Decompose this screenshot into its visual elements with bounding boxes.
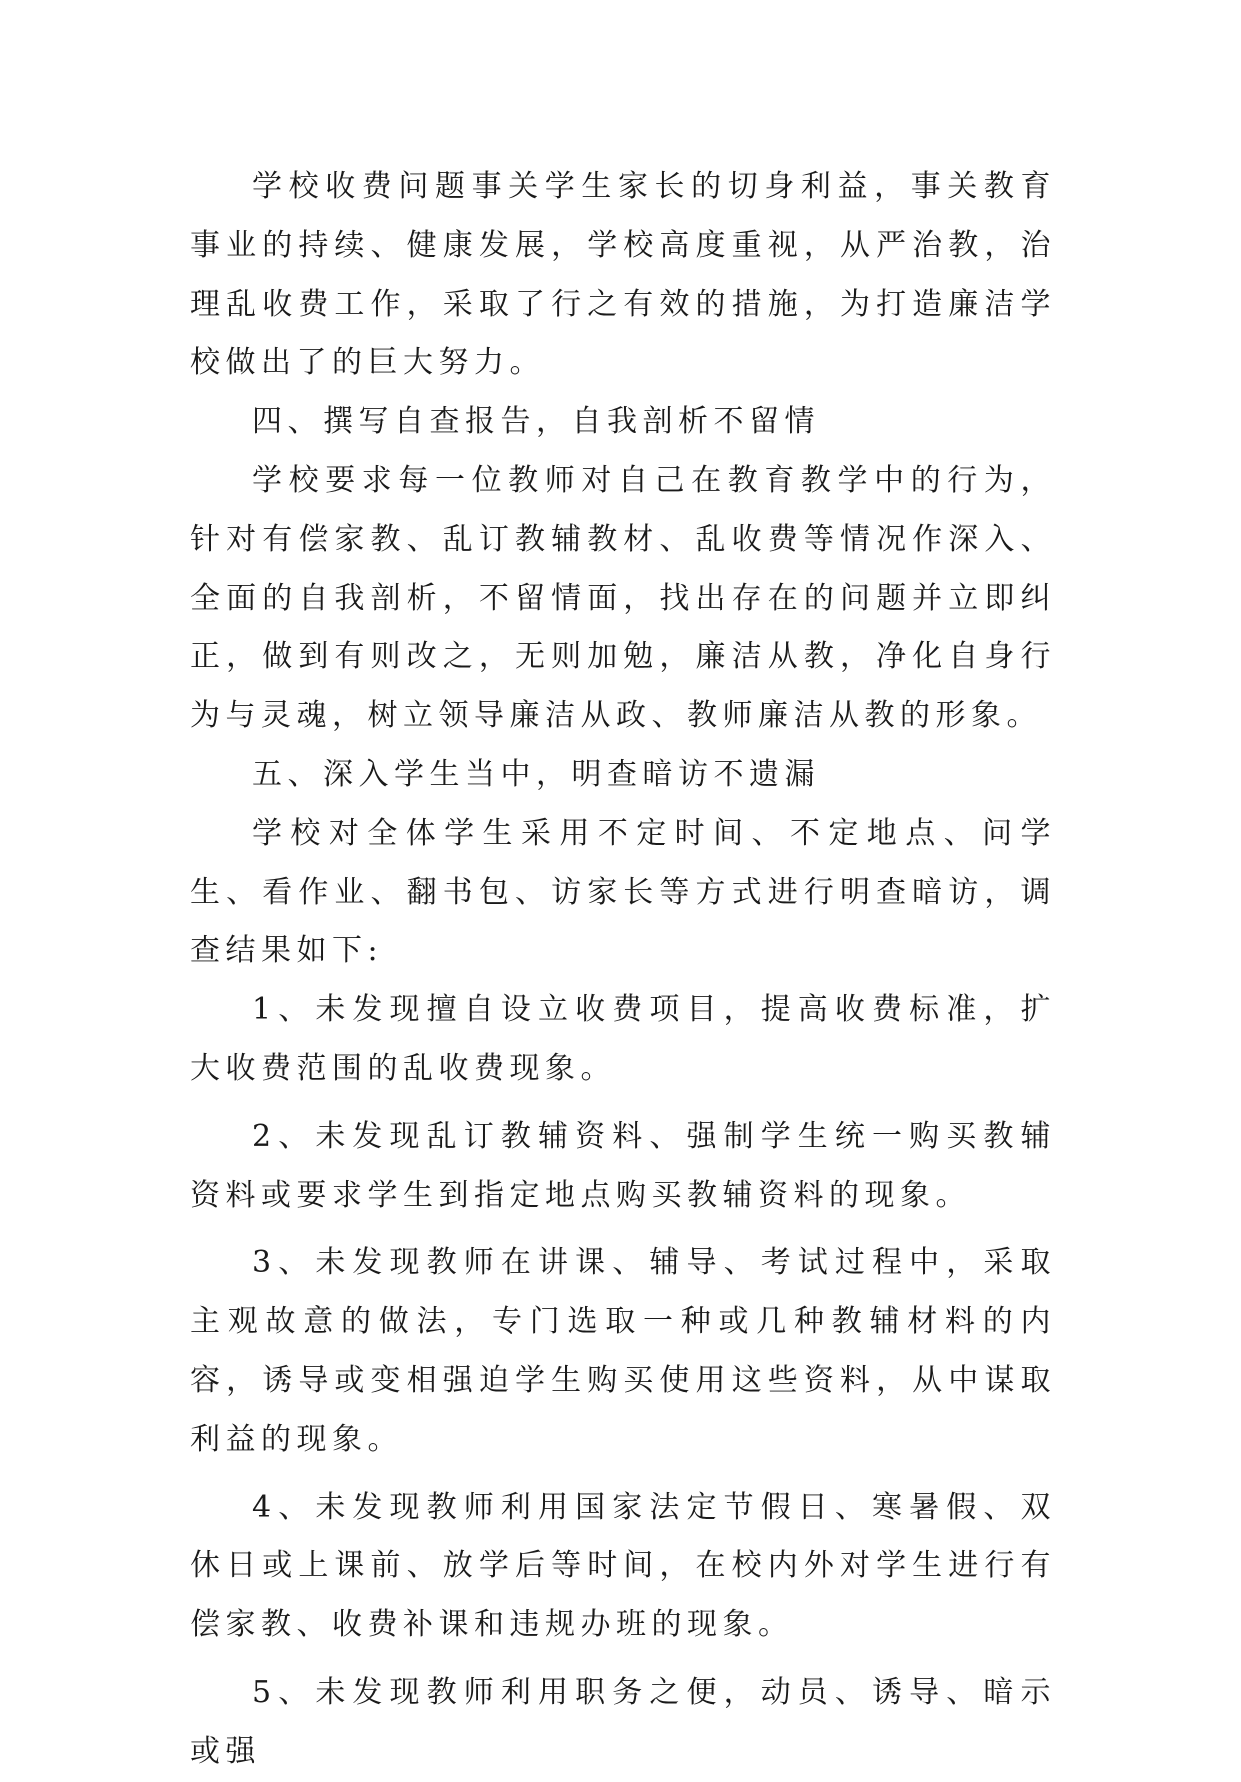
finding-item-5: 5、未发现教师利用职务之便，动员、诱导、暗示或强 bbox=[190, 1674, 1056, 1769]
finding-item-1: 1、未发现擅自设立收费项目，提高收费标准，扩大收费范围的乱收费现象。 bbox=[190, 992, 1056, 1086]
section-heading-self-report: 四、撰写自查报告，自我剖析不留情 bbox=[252, 404, 820, 440]
document-body bbox=[190, 158, 1056, 1782]
finding-item-4: 4、未发现教师利用国家法定节假日、寒暑假、双休日或上课前、放学后等时间，在校内外对学生进行有偿家教、收费补课和违规办班的现象。 bbox=[190, 1489, 1056, 1643]
paragraph-investigation: 学校对全体学生采用不定时间、不定地点、问学生、看作业、翻书包、访家长等方式进行明查暗访，调查结果如下: bbox=[190, 815, 1056, 969]
paragraph-intro: 学校收费问题事关学生家长的切身利益，事关教育事业的持续、健康发展，学校高度重视，从严治教，治理乱收费工作，采取了行之有效的措施，为打造廉洁学校做出了的巨大努力。 bbox=[190, 169, 1056, 381]
section-heading-student-visits: 五、深入学生当中，明查暗访不遗漏 bbox=[252, 756, 820, 792]
finding-item-2: 2、未发现乱订教辅资料、强制学生统一购买教辅资料或要求学生到指定地点购买教辅资料的现象。 bbox=[190, 1118, 1056, 1213]
finding-item-3: 3、未发现教师在讲课、辅导、考试过程中，采取主观故意的做法，专门选取一种或几种教辅材料的内容，诱导或变相强迫学生购买使用这些资料，从中谋取利益的现象。 bbox=[190, 1245, 1056, 1457]
paragraph-self-report: 学校要求每一位教师对自己在教育教学中的行为，针对有偿家教、乱订教辅教材、乱收费等情况作深入、全面的自我剖析，不留情面，找出存在的问题并立即纠正，做到有则改之，无则加勉，廉洁从教，净化自身行为与灵魂，树立领导廉洁从政、教师廉洁从教的形象。 bbox=[190, 462, 1056, 734]
